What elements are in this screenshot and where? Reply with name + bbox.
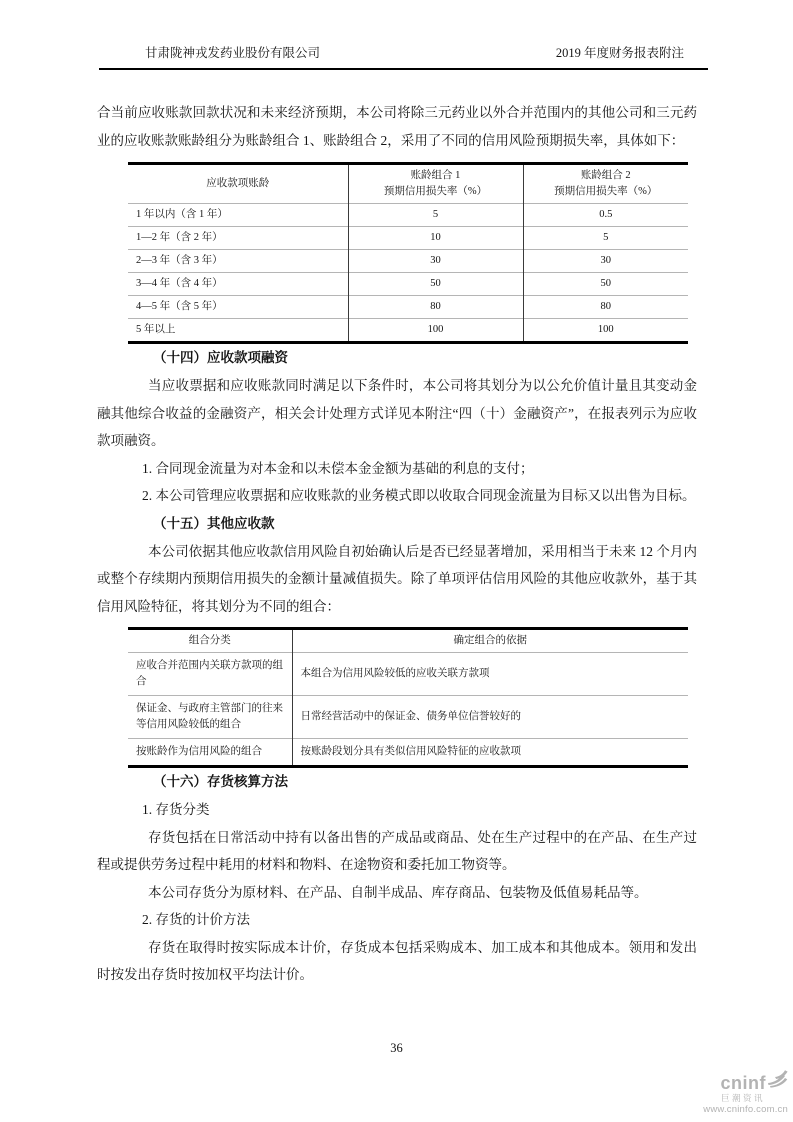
cninfo-chinese-name: 巨潮资讯	[720, 1093, 765, 1103]
table-row	[128, 653, 688, 696]
cell-group2: 50	[523, 273, 688, 296]
paragraph: 存货包括在日常活动中持有以备出售的产成品或商品、处在生产过程中的在产品、在生产过程或提供劳务过程中耗用的材料和物料、在途物资和委托加工物资等。	[97, 829, 697, 872]
cninfo-swoosh-icon	[767, 1070, 788, 1092]
cell-category: 按账龄作为信用风险的组合	[128, 739, 292, 767]
credit-portfolio-table	[128, 627, 688, 768]
table-row	[128, 739, 688, 767]
page-number: 36	[390, 1041, 403, 1055]
cell-group1: 10	[348, 227, 523, 250]
sub-heading-1: 1. 存货分类	[142, 802, 210, 817]
paragraph: 当应收票据和应收账款同时满足以下条件时，本公司将其划分为以公允价值计量且其变动金融其他综合收益的金融资产，相关会计处理方式详见本附注“四（十）金融资产”，在报表列示为应收款项融资。	[97, 378, 697, 448]
col-header-basis: 确定组合的依据	[292, 629, 688, 653]
cell-group2: 30	[523, 250, 688, 273]
cell-group2: 0.5	[523, 204, 688, 227]
cell-group2: 100	[523, 319, 688, 343]
aging-loss-rate-table	[128, 162, 688, 344]
table-header-row	[128, 164, 688, 204]
cninfo-brand-text: cninf	[720, 1073, 766, 1093]
cell-aging: 2—3 年（含 3 年）	[128, 250, 348, 273]
cell-basis: 按账龄段划分具有类似信用风险特征的应收款项	[292, 739, 688, 767]
cell-aging: 1—2 年（含 2 年）	[128, 227, 348, 250]
cninfo-logo	[668, 1070, 788, 1114]
document-title: 2019 年度财务报表附注	[555, 46, 684, 60]
table-row	[128, 273, 688, 296]
page-header	[99, 46, 708, 70]
paragraph: 存货在取得时按实际成本计价，存货成本包括采购成本、加工成本和其他成本。领用和发出时按发出存货时按加权平均法计价。	[97, 939, 697, 982]
company-name: 甘肃陇神戎发药业股份有限公司	[145, 46, 321, 60]
cell-category: 应收合并范围内关联方款项的组合	[128, 653, 292, 696]
section-heading-15: （十五）其他应收款	[153, 515, 275, 531]
cell-aging: 4—5 年（含 5 年）	[128, 296, 348, 319]
cell-basis: 本组合为信用风险较低的应收关联方款项	[292, 653, 688, 696]
list-item-2: 2. 本公司管理应收票据和应收账款的业务模式即以收取合同现金流量为目标又以出售为目标。	[142, 488, 696, 503]
table-row	[128, 204, 688, 227]
sub-heading-2: 2. 存货的计价方法	[142, 912, 250, 927]
table-row	[128, 250, 688, 273]
cell-group1: 100	[348, 319, 523, 343]
table-row	[128, 227, 688, 250]
paragraph: 本公司依据其他应收款信用风险自初始确认后是否已经显著增加，采用相当于未来 12 个月内或整个存续期内预期信用损失的金额计量减值损失。除了单项评估信用风险的其他应收款外，基于其信用风险特征，将其划分为不同的组合：	[97, 543, 697, 614]
cell-basis: 日常经营活动中的保证金、债务单位信誉较好的	[292, 696, 688, 739]
cell-aging: 5 年以上	[128, 319, 348, 343]
col-header-group1: 账龄组合 1 预期信用损失率（%）	[348, 164, 523, 204]
cell-group1: 50	[348, 273, 523, 296]
section-heading-14: （十四）应收款项融资	[153, 350, 288, 365]
section-heading-16: （十六）存货核算方法	[153, 774, 288, 789]
col-header-group2: 账龄组合 2 预期信用损失率（%）	[523, 164, 688, 204]
cell-group1: 80	[348, 296, 523, 319]
cell-category: 保证金、与政府主管部门的往来等信用风险较低的组合	[128, 696, 292, 739]
cell-group1: 5	[348, 204, 523, 227]
col-header-aging: 应收款项账龄	[128, 164, 348, 204]
table-row	[128, 319, 688, 343]
table-row	[128, 296, 688, 319]
table-header-row	[128, 629, 688, 653]
paragraph: 本公司存货分为原材料、在产品、自制半成品、库存商品、包装物及低值易耗品等。	[148, 884, 648, 900]
cell-aging: 3—4 年（含 4 年）	[128, 273, 348, 296]
intro-paragraph: 合当前应收账款回款状况和未来经济预期，本公司将除三元药业以外合并范围内的其他公司和三元药业的应收账款账龄组分为账龄组合 1、账龄组合 2，采用了不同的信用风险预期损失率，具体如下：	[97, 105, 697, 148]
cell-group2: 80	[523, 296, 688, 319]
col-header-category: 组合分类	[128, 629, 292, 653]
cell-group1: 30	[348, 250, 523, 273]
document-body	[97, 99, 697, 989]
table-row	[128, 696, 688, 739]
list-item-1: 1. 合同现金流量为对本金和以未偿本金金额为基础的利息的支付；	[142, 460, 534, 476]
cell-aging: 1 年以内（含 1 年）	[128, 204, 348, 227]
cninfo-url: www.cninfo.com.cn	[703, 1103, 788, 1115]
cell-group2: 5	[523, 227, 688, 250]
